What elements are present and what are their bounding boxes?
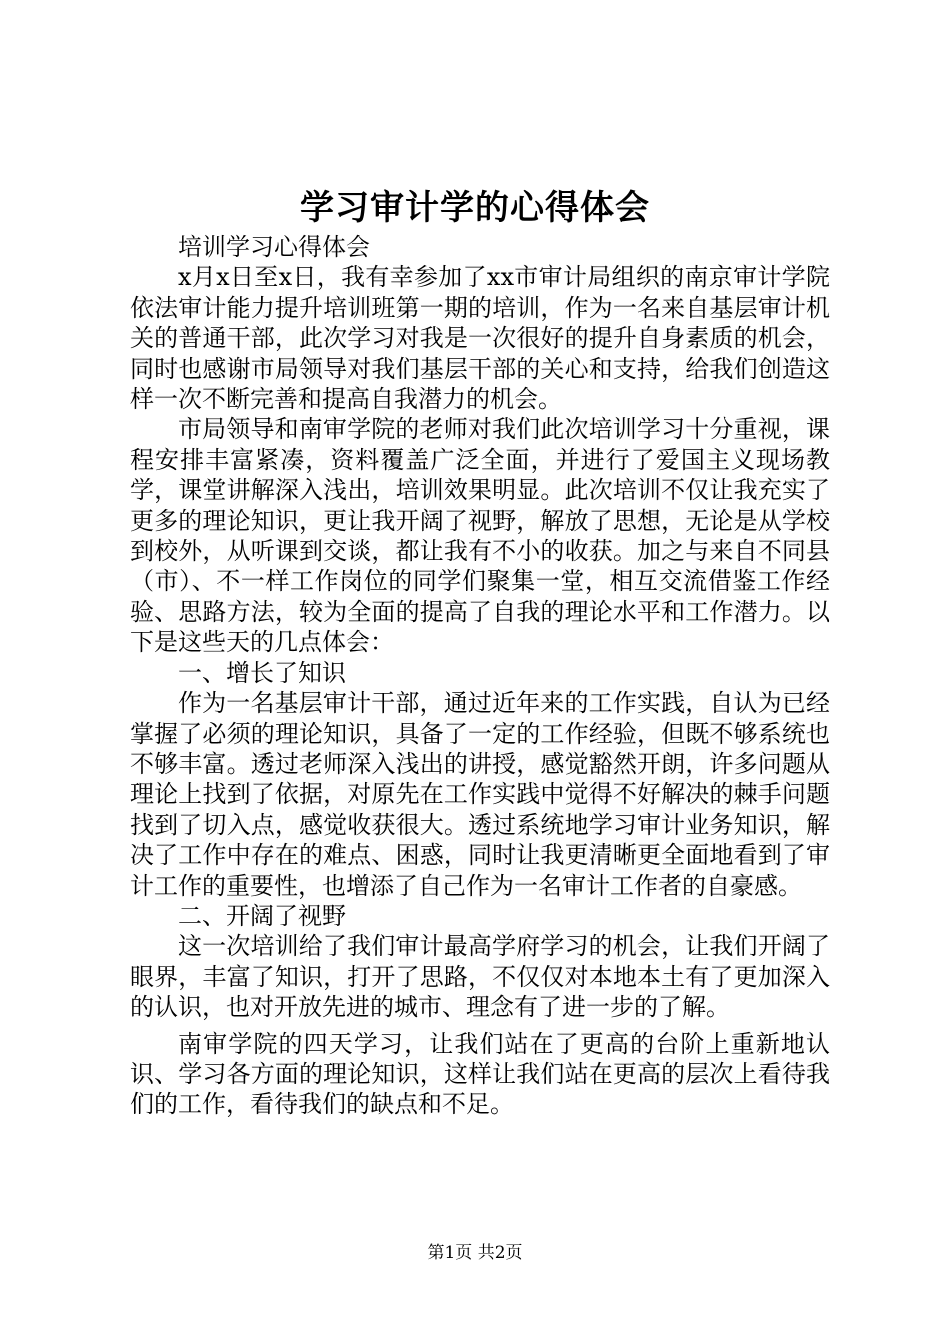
page-footer: 第1页 共2页 [427,1243,523,1263]
paragraph-four-days: 南审学院的四天学习，让我们站在了更高的台阶上重新地认识、学习各方面的理论知识，这样让我们站在更高的层次上看待我们的工作，看待我们的缺点和不足。 [130,1029,830,1119]
paragraph-subtitle: 培训学习心得体会 [178,233,370,261]
section-heading-knowledge: 一、增长了知识 [178,658,346,687]
paragraph-intro: x月x日至x日，我有幸参加了xx市审计局组织的南京审计学院依法审计能力提升培训班第一期的培训，作为一名来自基层审计机关的普通干部，此次学习对我是一次很好的提升自身素质的机会，同时也感谢市局领导对我们基层干部的关心和支持，给我们创造这样一次不断完善和提高自我潜力的机会。 [130,263,830,414]
paragraph-vision: 这一次培训给了我们审计最高学府学习的机会，让我们开阔了眼界，丰富了知识，打开了思路，不仅仅对本地本土有了更加深入的认识，也对开放先进的城市、理念有了进一步的了解。 [130,932,830,1022]
paragraph-training-overview: 市局领导和南审学院的老师对我们此次培训学习十分重视，课程安排丰富紧凑，资料覆盖广泛全面，并进行了爱国主义现场教学，课堂讲解深入浅出，培训效果明显。此次培训不仅让我充实了更多的理论知识，更让我开阔了视野，解放了思想，无论是从学校到校外，从听课到交谈，都让我有不小的收获。加之与来自不同县（市）、不一样工作岗位的同学们聚集一堂，相互交流借鉴工作经验、思路方法，较为全面的提高了自我的理论水平和工作潜力。以下是这些天的几点体会： [130,415,830,657]
paragraph-knowledge: 作为一名基层审计干部，通过近年来的工作实践，自认为已经掌握了必须的理论知识，具备了一定的工作经验，但既不够系统也不够丰富。透过老师深入浅出的讲授，感觉豁然开朗，许多问题从理论上找到了依据，对原先在工作实践中觉得不好解决的棘手问题找到了切入点，感觉收获很大。透过系统地学习审计业务知识，解决了工作中存在的难点、困惑，同时让我更清晰更全面地看到了审计工作的重要性，也增添了自己作为一名审计工作者的自豪感。 [130,689,830,900]
section-heading-vision: 二、开阔了视野 [178,901,346,930]
document-title: 学习审计学的心得体会 [300,188,650,228]
document-body [130,232,830,1120]
